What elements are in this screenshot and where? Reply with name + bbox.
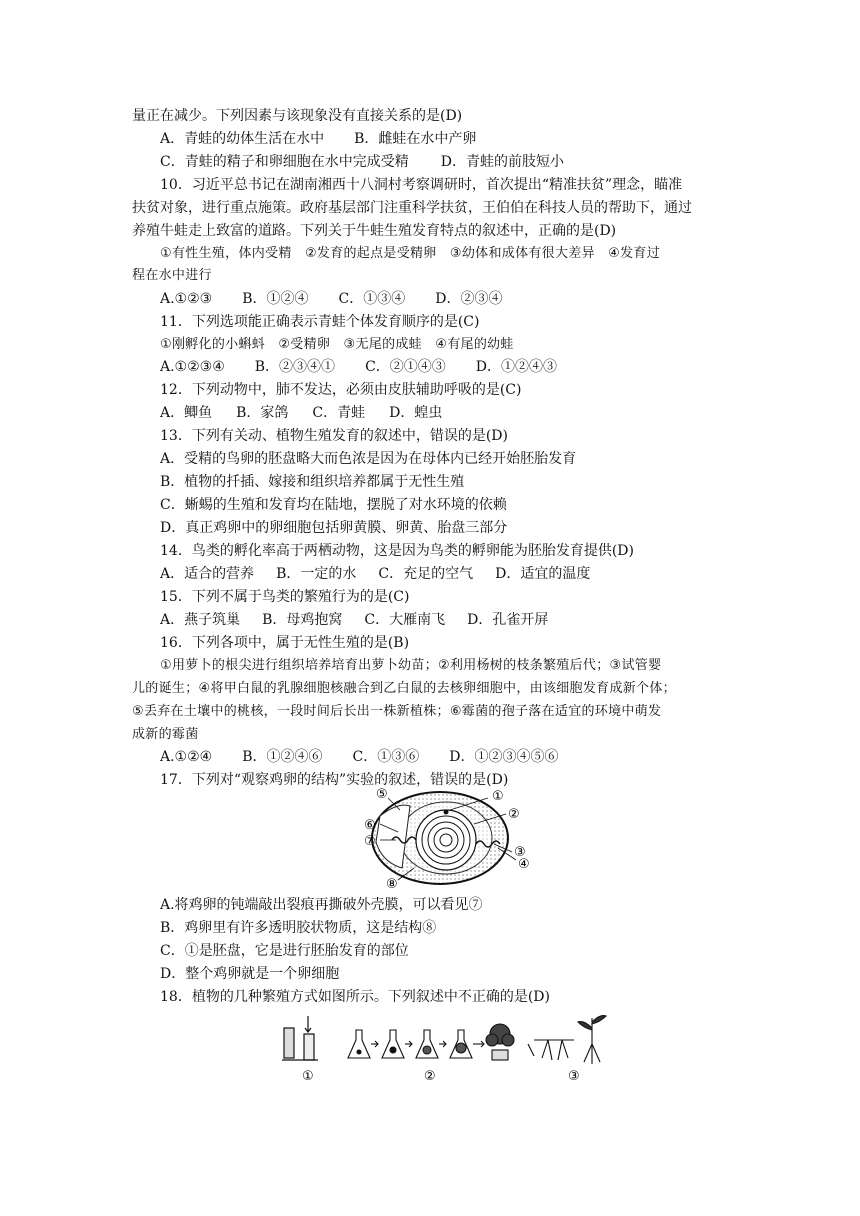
option: A.①②③④: [160, 359, 225, 375]
plant-propagation-figure: [278, 1010, 618, 1090]
option-row: [160, 152, 564, 172]
option: C．青蛙: [312, 405, 366, 421]
question-10-line: 扶贫对象，进行重点施策。政府基层部门注重科学扶贫，王伯伯在科技人员的帮助下，通过: [132, 200, 692, 216]
question-14: 14．鸟类的孵化率高于两栖动物，这是因为鸟类的孵卵能为胚胎发育提供(D): [160, 543, 634, 559]
option: C．蜥蜴的生殖和发育均在陆地，摆脱了对水环境的依赖: [160, 497, 507, 513]
question-18: 18．植物的几种繁殖方式如图所示。下列叙述中不正确的是(D): [160, 989, 550, 1005]
egg-label: ④: [518, 857, 530, 872]
egg-label: ③: [514, 845, 526, 860]
option: B．植物的扦插、嫁接和组织培养都属于无性生殖: [160, 474, 465, 490]
question-10-statements: 程在水中进行: [132, 268, 212, 283]
question-16-statements: ①用萝卜的根尖进行组织培养培育出萝卜幼苗；②利用杨树的枝条繁殖后代；③试管婴: [160, 658, 662, 673]
question-16-statements: 成新的霉菌: [132, 727, 199, 742]
germinal-disc: [444, 810, 449, 815]
question-16-statements: 儿的诞生；④将甲白鼠的乳腺细胞核融合到乙白鼠的去核卵细胞中，由该细胞发育成新个体；: [132, 681, 676, 696]
option: A．燕子筑巢: [160, 612, 241, 628]
option: D．青蛙的前肢短小: [440, 154, 564, 170]
question-12: 12．下列动物中，肺不发达，必须由皮肤辅助呼吸的是(C): [160, 382, 522, 398]
question-13: 13．下列有关动、植物生殖发育的叙述中，错误的是(D): [160, 428, 508, 444]
option: B．②③④①: [254, 359, 336, 375]
figure-label: ②: [424, 1069, 436, 1084]
option: B．鸡卵里有许多透明胶状物质，这是结构⑧: [160, 920, 437, 936]
grafting-illustration: [282, 1016, 318, 1060]
cutting-illustration: [528, 1016, 606, 1064]
option: D．真正鸡卵中的卵细胞包括卵黄膜、卵黄、胎盘三部分: [160, 520, 508, 536]
option: B．①②④: [242, 291, 309, 307]
question-16-statements: ⑤丢弃在土壤中的桃核，一段时间后长出一株新植株；⑥霉菌的孢子落在适宜的环境中萌发: [132, 704, 662, 719]
option: C．①是胚盘，它是进行胚胎发育的部位: [160, 943, 409, 959]
option: D．蝗虫: [389, 405, 443, 421]
option: C．①③⑥: [352, 749, 420, 765]
question-17: 17．下列对“观察鸡卵的结构”实验的叙述，错误的是(D): [160, 772, 509, 788]
question-15-options: [160, 610, 578, 630]
option: B．雌蛙在水中产卵: [354, 131, 477, 147]
option: C．②①④③: [365, 359, 446, 375]
option: D．孔雀开屏: [467, 612, 549, 628]
question-16-options: [160, 747, 588, 767]
figure-label: ③: [568, 1069, 580, 1084]
egg-label: ⑧: [386, 877, 398, 892]
egg-label: ⑦: [364, 834, 376, 849]
option-row: [160, 129, 476, 149]
figure-label: ①: [302, 1069, 314, 1084]
option: B．母鸡抱窝: [262, 612, 343, 628]
option: C．青蛙的精子和卵细胞在水中完成受精: [160, 154, 409, 170]
question-10-statements: ①有性生殖，体内受精 ②发育的起点是受精卵 ③幼体和成体有很大差异 ④发育过: [160, 246, 661, 261]
question-11: 11．下列选项能正确表示青蛙个体发育顺序的是(C): [160, 314, 480, 330]
question-14-options: [160, 564, 620, 584]
question-12-options: [160, 403, 472, 423]
option: D．适宜的温度: [495, 566, 591, 582]
question-10-line: 10．习近平总书记在湖南湘西十八洞村考察调研时，首次提出“精准扶贫”理念，瞄准: [160, 177, 683, 193]
option: D．整个鸡卵就是一个卵细胞: [160, 966, 340, 982]
option: A.将鸡卵的钝端敲出裂痕再撕破外壳膜，可以看见⑦: [160, 897, 483, 913]
egg-label: ②: [508, 807, 520, 822]
option: B．一定的水: [276, 566, 357, 582]
egg-label: ⑥: [364, 818, 376, 833]
option: C．大雁南飞: [364, 612, 446, 628]
question-11-options: [160, 357, 587, 377]
question-10-line: 养殖牛蛙走上致富的道路。下列关于牛蛙生殖发育特点的叙述中，正确的是(D): [132, 223, 617, 239]
question-11-statements: ①刚孵化的小蝌蚪 ②受精卵 ③无尾的成蛙 ④有尾的幼蛙: [160, 337, 514, 352]
egg-label: ①: [492, 789, 504, 804]
tissue-culture-illustration: [348, 1024, 514, 1060]
option: D．②③④: [435, 291, 503, 307]
question-10-options: [160, 289, 532, 309]
text-line: 量正在减少。下列因素与该现象没有直接关系的是(D): [132, 108, 463, 124]
option: A．适合的营养: [160, 566, 255, 582]
option: D．①②③④⑤⑥: [449, 749, 559, 765]
option: A．鲫鱼: [160, 405, 213, 421]
option: A.①②④: [160, 749, 213, 765]
option: A．受精的鸟卵的胚盘略大而色浓是因为在母体内已经开始胚胎发育: [160, 451, 577, 467]
question-16: 16．下列各项中，属于无性生殖的是(B): [160, 635, 410, 651]
option: A.①②③: [160, 291, 213, 307]
yolk-ring: [416, 810, 476, 870]
option: C．①③④: [338, 291, 406, 307]
egg-label: ⑤: [376, 787, 388, 802]
option: B．①②④⑥: [242, 749, 323, 765]
option: B．家鸽: [236, 405, 289, 421]
egg-structure-figure: [358, 782, 538, 894]
option: D．①②④③: [475, 359, 558, 375]
question-15: 15．下列不属于鸟类的繁殖行为的是(C): [160, 589, 410, 605]
option: C．充足的空气: [378, 566, 474, 582]
option: A．青蛙的幼体生活在水中: [160, 131, 325, 147]
